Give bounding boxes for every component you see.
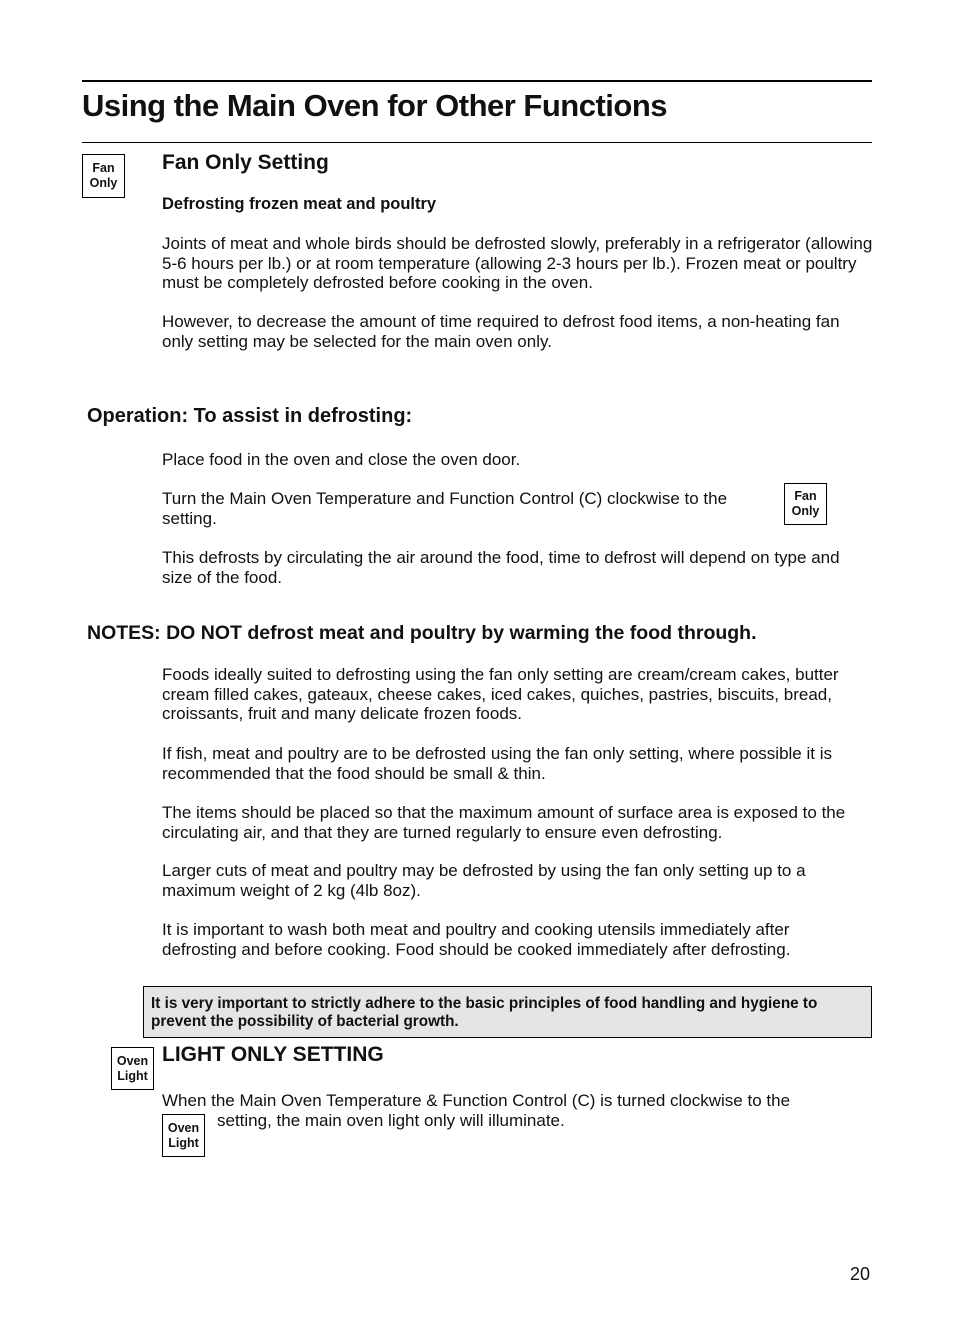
fan-only-inline-line1: Fan bbox=[794, 489, 817, 503]
notes-paragraph-2: If fish, meat and poultry are to be defrosted using the fan only setting, where possible it is recommended that the food should be small & thin. bbox=[162, 744, 832, 783]
oven-light-inline-line1: Oven bbox=[167, 1120, 200, 1135]
notes-paragraph-5: It is important to wash both meat and poultry and cooking utensils immediately after defrosting and before cooking. Food should be cooked immediately after defrosting. bbox=[162, 920, 791, 959]
oven-light-icon-line1: Oven bbox=[116, 1053, 149, 1068]
fan-only-icon-line2: Only bbox=[89, 176, 118, 190]
oven-light-icon-line2: Light bbox=[117, 1068, 148, 1083]
fan-only-paragraph-2: However, to decrease the amount of time required to defrost food items, a non-heating fan only setting may be selected for the main oven only. bbox=[162, 312, 840, 351]
light-only-heading: LIGHT ONLY SETTING bbox=[162, 1043, 384, 1066]
operation-paragraph-3: This defrosts by circulating the air around the food, time to defrost will depend on type and size of the food. bbox=[162, 548, 840, 587]
notes-paragraph-4: Larger cuts of meat and poultry may be defrosted by using the fan only setting up to a maximum weight of 2 kg (4lb 8oz). bbox=[162, 861, 806, 900]
notes-heading: NOTES: DO NOT defrost meat and poultry by warming the food through. bbox=[87, 622, 757, 644]
hygiene-warning-box: It is very important to strictly adhere to the basic principles of food handling and hygiene to prevent the possibility of bacterial growth. bbox=[143, 986, 872, 1038]
fan-only-inline-line2: Only bbox=[791, 504, 820, 518]
page-number: 20 bbox=[850, 1264, 871, 1284]
defrosting-subheading: Defrosting frozen meat and poultry bbox=[162, 195, 437, 213]
fan-only-paragraph-1: Joints of meat and whole birds should be defrosted slowly, preferably in a refrigerator (allowing 5-6 hours per lb.) or at room temperature (allowing 2-3 hours per lb.). Frozen meat or poultry must be completely defrosted before cooking in the oven. bbox=[162, 234, 873, 293]
operation-heading: Operation: To assist in defrosting: bbox=[87, 405, 413, 427]
fan-only-icon-line1: Fan bbox=[92, 161, 115, 175]
oven-light-icon bbox=[111, 1047, 154, 1090]
operation-paragraph-2: Turn the Main Oven Temperature and Function Control (C) clockwise to the setting. bbox=[162, 489, 728, 528]
operation-paragraph-1: Place food in the oven and close the oven door. bbox=[162, 450, 521, 469]
fan-only-icon bbox=[82, 154, 125, 198]
light-only-line-1: When the Main Oven Temperature & Function Control (C) is turned clockwise to the bbox=[162, 1091, 791, 1110]
fan-only-icon-inline bbox=[784, 483, 827, 525]
oven-light-icon-inline bbox=[162, 1114, 205, 1157]
notes-paragraph-3: The items should be placed so that the maximum amount of surface area is exposed to the circulating air, and that they are turned regularly to ensure even defrosting. bbox=[162, 803, 846, 842]
title-rule-top bbox=[82, 80, 872, 82]
page-title: Using the Main Oven for Other Functions bbox=[82, 88, 668, 123]
notes-paragraph-1: Foods ideally suited to defrosting using the fan only setting are cream/cream cakes, butter cream filled cakes, gateaux, cheese cakes, iced cakes, quiches, pastries, biscuits, bread, croissants, fruit and many delicate frozen foods. bbox=[162, 665, 839, 724]
oven-light-inline-line2: Light bbox=[168, 1135, 199, 1150]
fan-only-heading: Fan Only Setting bbox=[162, 151, 329, 174]
light-only-line-2: setting, the main oven light only will illuminate. bbox=[217, 1111, 565, 1130]
title-rule-bottom bbox=[82, 142, 872, 143]
